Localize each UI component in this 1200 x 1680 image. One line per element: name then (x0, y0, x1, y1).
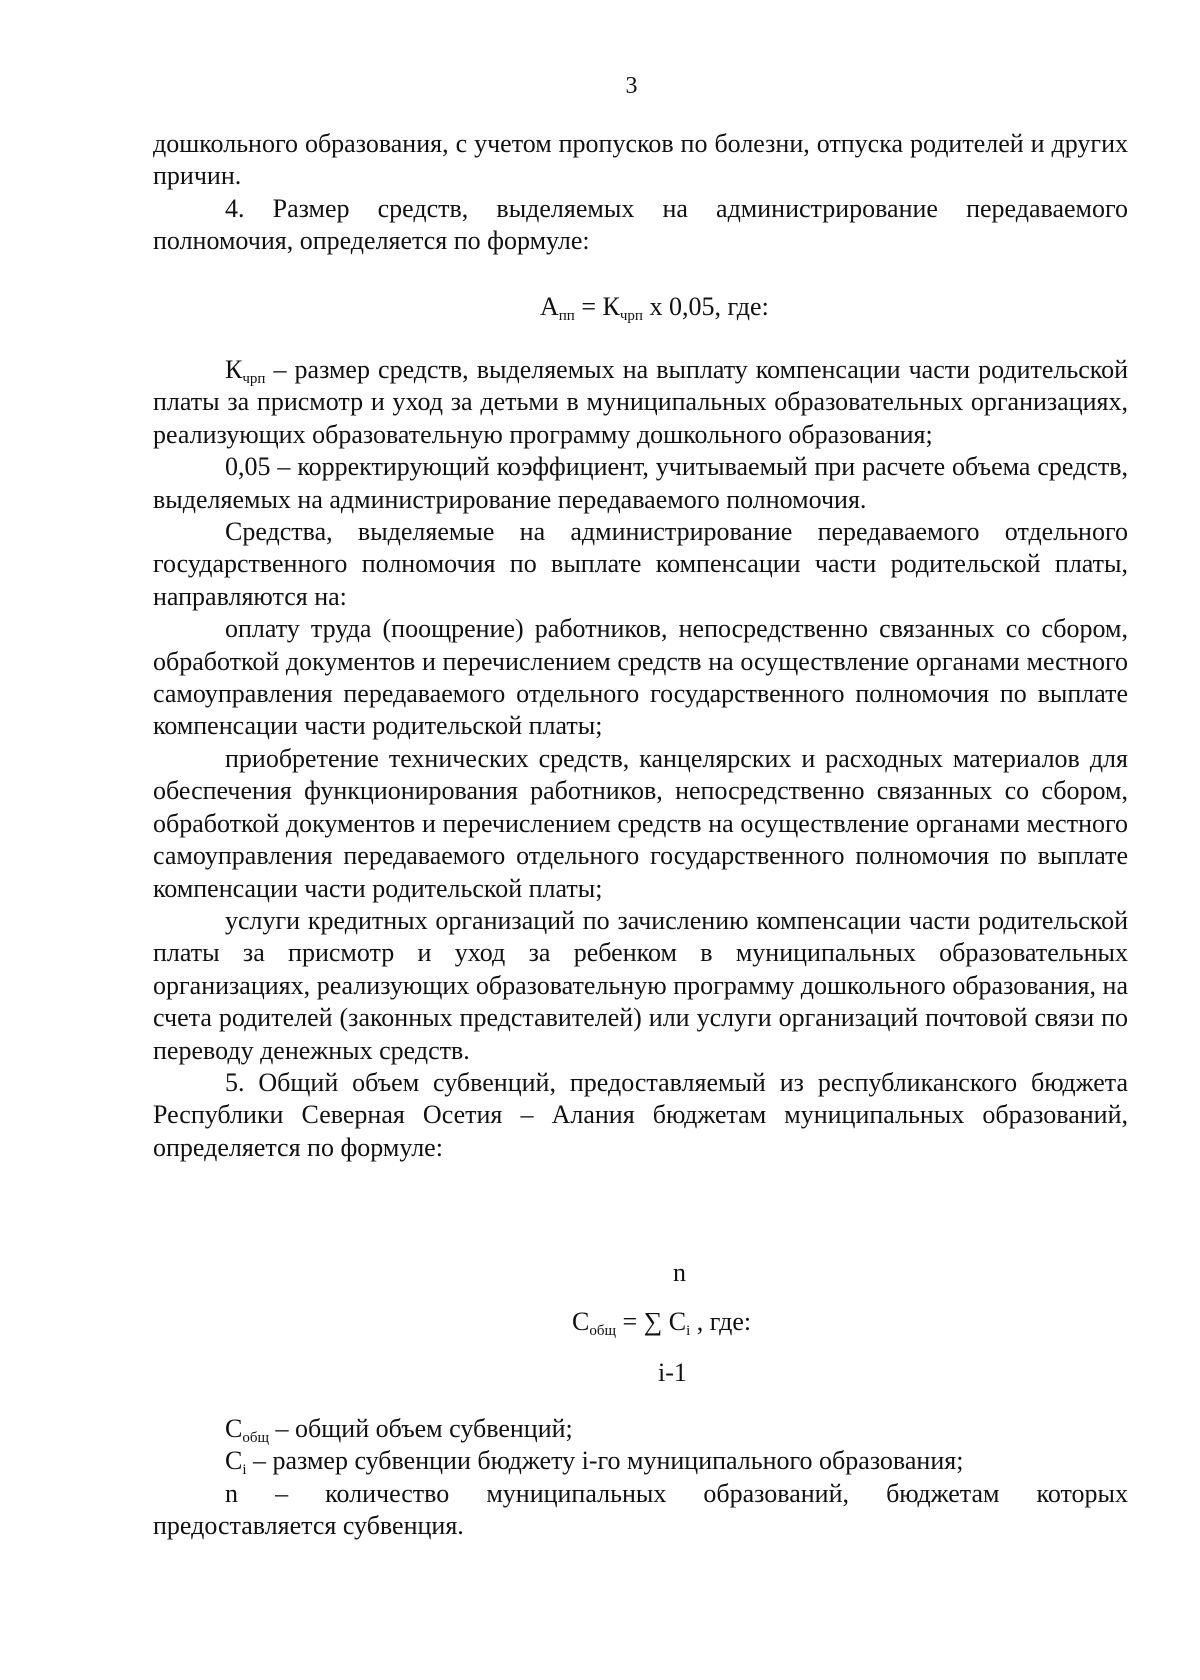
definition-coefficient: 0,05 – корректирующий коэффициент, учитываемый при расчете объема средств, выделяемых на администрирование передаваемого полномочия. (153, 452, 1128, 514)
sum-lower-limit: i-1 (658, 1358, 687, 1387)
formula-tail: x 0,05, где: (642, 292, 769, 321)
formula2-rhs-subscript: i (686, 1323, 691, 1339)
definition-k-chrp (153, 354, 1128, 451)
list-item-equipment: приобретение технических средств, канцелярских и расходных материалов для обеспечения функционирования работников, непосредственно связанных со сбором, обработкой документов и перечислением средств на осуществление органами местного самоуправления передаваемого отдельного государственного полномочия по выплате компенсации части родительской платы; (153, 743, 1128, 903)
formula-rhs-subscript: чрп (619, 308, 643, 324)
formula-total-subvention (572, 1307, 751, 1337)
page-number: 3 (625, 73, 638, 99)
list-item-services: услуги кредитных организаций по зачислению компенсации части родительской платы за присмотр и уход за ребенком в муниципальных образовательных организациях, реализующих образовательную программу дошкольного образования, на счета родителей (законных представителей) или услуги организаций почтовой связи по переводу денежных средств. (153, 905, 1128, 1065)
text-block-intro (153, 128, 1128, 258)
definition-ci-text: – размер субвенции бюджету i-го муниципального образования; (246, 1446, 964, 1476)
formula2-lhs-subscript: общ (589, 1323, 617, 1339)
definition-total-symbol: С (225, 1414, 243, 1443)
text-block-definitions (153, 354, 1128, 1164)
formula-lhs: А (540, 292, 559, 321)
paragraph-item-4: 4. Размер средств, выделяемых на администрирование передаваемого полномочия, определяется по формуле: (153, 193, 1128, 256)
formula2-tail: , где: (690, 1307, 752, 1336)
definition-total-text: – общий объем субвенций; (269, 1414, 573, 1443)
definition-k-subscript: чрп (242, 371, 266, 387)
definition-k-symbol: К (225, 355, 243, 384)
text-block-final-definitions (153, 1413, 1128, 1543)
definition-n: n – количество муниципальных образований, бюджетам которых предоставляется субвенция. (153, 1478, 1128, 1541)
formula2-lhs: С (572, 1307, 590, 1336)
formula-lhs-subscript: пп (558, 308, 575, 324)
definition-ci-symbol: С (225, 1446, 243, 1476)
definition-total (153, 1413, 1128, 1445)
formula-administration (540, 292, 769, 322)
definition-k-text: – размер средств, выделяемых на выплату компенсации части родительской платы за присмотр и уход за детьми в муниципальных образовательных организациях, реализующих образовательную программу дошкольного образования; (153, 355, 1128, 449)
definition-ci-subscript: i (242, 1462, 247, 1479)
sum-upper-limit: n (673, 1258, 686, 1287)
paragraph-item-5: 5. Общий объем субвенций, предоставляемый из республиканского бюджета Республики Северная Осетия – Алания бюджетам муниципальных образований, определяется по формуле: (153, 1067, 1128, 1162)
paragraph-funds-intro: Средства, выделяемые на администрирование передаваемого отдельного государственного полномочия по выплате компенсации части родительской платы, направляются на: (153, 517, 1128, 611)
definition-total-subscript: общ (242, 1430, 270, 1446)
definition-ci (153, 1445, 1128, 1477)
formula2-equals-sum: = ∑ С (616, 1307, 687, 1336)
paragraph-preschool-continuation: дошкольного образования, с учетом пропусков по болезни, отпуска родителей и других причин. (153, 129, 1128, 191)
formula-equals: = К (574, 292, 620, 321)
list-item-wages: оплату труда (поощрение) работников, непосредственно связанных со сбором, обработкой документов и перечислением средств на осуществление органами местного самоуправления передаваемого отдельного государственного полномочия по выплате компенсации части родительской платы; (153, 614, 1128, 741)
